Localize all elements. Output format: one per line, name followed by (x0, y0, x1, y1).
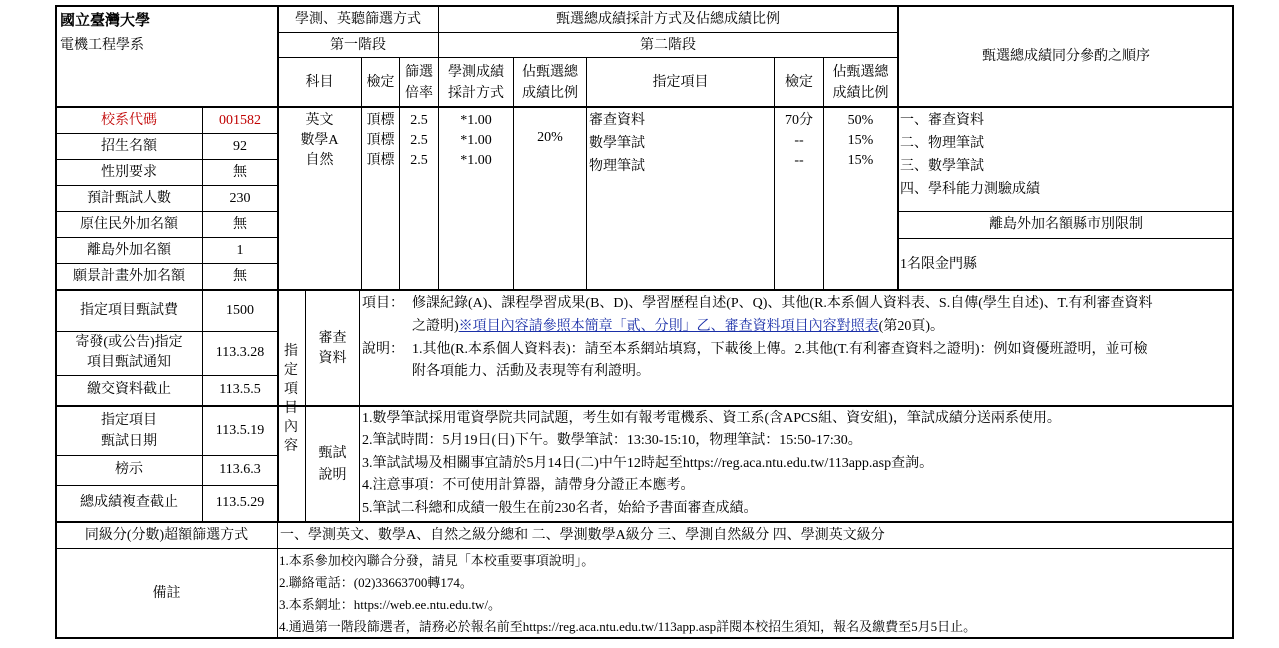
info-label-code: 校系代碼 (101, 113, 157, 128)
tiebreak-item: 二、物理筆試 (900, 136, 984, 151)
col-share-line1: 佔甄選總 (522, 65, 578, 80)
remark-item: 3.本系網址：https://web.ee.ntu.edu.tw/。 (279, 597, 502, 612)
divider (55, 375, 277, 376)
review-label-line2: 資料 (318, 351, 347, 366)
col-gsat-line2: 採計方式 (448, 86, 504, 101)
col-check: 檢定 (785, 75, 813, 90)
stage2-share: 15% (847, 153, 874, 168)
remarks-label: 備註 (152, 586, 181, 601)
col-share2-line1: 佔甄選總 (832, 65, 889, 80)
schedule-label: 榜示 (115, 462, 143, 477)
schedule-label: 總成績複查截止 (80, 495, 178, 510)
col-ratio-line2: 倍率 (405, 86, 433, 101)
divider (55, 331, 277, 332)
divider (897, 238, 1234, 239)
schedule-value: 113.5.19 (215, 423, 265, 438)
stage2-check: -- (794, 153, 804, 168)
info-label: 願景計畫外加名額 (73, 269, 185, 284)
review-note-line1: 1.其他(R.本系個人資料表)：請至本系網站填寫，下載後上傳。2.其他(T.有利審查資料之證明)：例如資優班證明，並可檢 (412, 342, 1148, 357)
schedule-label: 指定項目甄試費 (80, 303, 178, 318)
schedule-label-line1: 寄發(或公告)指定 (75, 335, 183, 350)
divider (55, 237, 277, 238)
gsat-weight: *1.00 (460, 153, 492, 168)
schedule-value: 113.6.3 (219, 462, 261, 477)
info-value: 無 (233, 165, 247, 180)
island-value: 1名限金門縣 (900, 257, 977, 272)
schedule-label-line2: 項目甄試通知 (87, 355, 171, 370)
exam-note: 4.注意事項：不可使用計算器，請帶身分證正本應考。 (362, 478, 695, 493)
stage1-subject: 英文 (305, 113, 334, 128)
exam-label-line1: 甄試 (318, 446, 347, 461)
stage1-subject: 數學A (300, 133, 339, 148)
remark-item: 2.聯絡電話：(02)33663700轉174。 (279, 575, 473, 590)
info-value: 230 (229, 191, 251, 206)
col-subject: 科目 (305, 75, 334, 90)
island-title: 離島外加名額縣市別限制 (989, 217, 1143, 232)
stage1-ratio: 2.5 (410, 113, 428, 128)
gsat-method-title: 學測、英聽篩選方式 (295, 12, 421, 27)
stage2-check: 70分 (785, 113, 813, 128)
schedule-label: 繳交資料截止 (87, 382, 171, 397)
remark-item: 4.通過第一階段篩選者，請務必於報名前至https://reg.aca.ntu.edu.tw/113app.asp詳閱本校招生須知，報名及繳費至5月5日止。 (279, 619, 977, 634)
col-share2-line2: 成績比例 (832, 86, 889, 101)
info-value: 92 (233, 139, 247, 154)
tiebreak-item: 四、學科能力測驗成績 (900, 182, 1040, 197)
divider (55, 211, 277, 212)
stage2-share: 15% (847, 133, 874, 148)
exam-note: 1.數學筆試採用電資學院共同試題，考生如有報考電機系、資工系(含APCS組、資安組)，筆試成績分送兩系使用。 (362, 411, 1061, 426)
divider (277, 32, 897, 33)
stage2-item: 審查資料 (589, 113, 645, 128)
col-share-line2: 成績比例 (522, 86, 578, 101)
divider (897, 211, 1234, 212)
divider (55, 485, 277, 486)
info-value: 無 (233, 217, 247, 232)
divider (55, 521, 1234, 523)
stage2-item: 數學筆試 (589, 136, 645, 151)
schedule-value: 113.3.28 (215, 345, 265, 360)
stage1-standard: 頂標 (366, 153, 395, 168)
divider (277, 521, 278, 637)
exam-note: 2.筆試時間：5月19日(日)下午。數學筆試：13:30-15:10，物理筆試：15:50-17:30。 (362, 433, 862, 448)
col-standard: 檢定 (366, 75, 395, 90)
stage1-subject: 自然 (305, 153, 334, 168)
review-item-line2 (412, 317, 944, 336)
exam-note: 3.筆試試場及相關事宜請於5月14日(二)中午12時起至https://reg.aca.ntu.edu.tw/113app.asp查詢。 (362, 456, 934, 471)
info-value-code: 001582 (219, 113, 261, 128)
stage2-share: 50% (847, 113, 874, 128)
review-item-line2-a: 之證明) (412, 319, 459, 334)
gsat-share: 20% (537, 130, 563, 145)
review-note-line2: 附各項能力、活動及表現等有利證明。 (412, 364, 650, 379)
divider (55, 106, 1234, 108)
reference-link[interactable]: ※項目內容請參照本簡章「貳、分則」乙、審查資料項目內容對照表 (458, 319, 879, 334)
stage1-ratio: 2.5 (410, 133, 428, 148)
stage1-ratio: 2.5 (410, 153, 428, 168)
col-ratio-line1: 篩選 (405, 65, 433, 80)
schedule-value: 1500 (226, 303, 254, 318)
stage1-standard: 頂標 (366, 113, 395, 128)
department-name: 電機工程學系 (60, 38, 144, 53)
schedule-value: 113.5.5 (219, 382, 261, 397)
info-value: 無 (233, 269, 247, 284)
divider (55, 455, 277, 456)
info-label: 離島外加名額 (87, 243, 171, 258)
remark-item: 1.本系參加校內聯合分發，請見「本校重要事項說明」。 (279, 553, 595, 568)
stage2-item: 物理筆試 (589, 159, 645, 174)
university-name: 國立臺灣大學 (60, 13, 151, 29)
review-note-prefix: 說明： (362, 342, 404, 357)
divider (277, 57, 897, 58)
divider (55, 405, 1234, 407)
exam-note: 5.筆試二科總和成績一般生在前230名者，始給予書面審查成績。 (362, 501, 758, 516)
tiebreak-item: 一、審查資料 (900, 113, 984, 128)
divider (55, 133, 277, 134)
same-score-value: 一、學測英文、數學A、自然之級分總和 二、學測數學A級分 三、學測自然級分 四、學測英文級分 (280, 528, 885, 543)
info-label: 性別要求 (101, 165, 157, 180)
col-gsat-line1: 學測成績 (448, 65, 504, 80)
schedule-value: 113.5.29 (215, 495, 265, 510)
info-label: 預計甄試人數 (87, 191, 171, 206)
info-label: 原住民外加名額 (80, 217, 178, 232)
stage1-standard: 頂標 (366, 133, 395, 148)
info-label: 招生名額 (101, 139, 157, 154)
exam-label-line2: 說明 (318, 468, 347, 483)
gsat-weight: *1.00 (460, 133, 492, 148)
info-value: 1 (236, 243, 244, 258)
review-item-prefix: 項目： (362, 296, 404, 311)
divider (55, 289, 1234, 291)
divider (55, 263, 277, 264)
stage2-check: -- (794, 133, 804, 148)
divider (55, 185, 277, 186)
tiebreak-title: 甄選總成績同分參酌之順序 (982, 49, 1150, 64)
divider (55, 548, 1234, 549)
same-score-label: 同級分(分數)超額篩選方式 (84, 528, 249, 543)
weights-title: 甄選總成績採計方式及佔總成績比例 (556, 12, 780, 27)
review-item-line2-b: (第20頁)。 (878, 319, 944, 334)
stage2-title: 第二階段 (640, 38, 696, 53)
divider (55, 159, 277, 160)
col-items: 指定項目 (652, 75, 709, 90)
schedule-label-line2: 甄試日期 (101, 434, 157, 449)
review-label-line1: 審查 (318, 331, 347, 346)
schedule-label-line1: 指定項目 (101, 413, 157, 428)
tiebreak-item: 三、數學筆試 (900, 159, 984, 174)
review-item-line1: 修課紀錄(A)、課程學習成果(B、D)、學習歷程自述(P、Q)、其他(R.本系個人資料表、S.自傳(學生自述)、T.有利審查資料 (412, 296, 1153, 311)
gsat-weight: *1.00 (460, 113, 492, 128)
designated-side-label: 指定項目內容 (284, 344, 298, 454)
stage1-title: 第一階段 (330, 38, 386, 53)
